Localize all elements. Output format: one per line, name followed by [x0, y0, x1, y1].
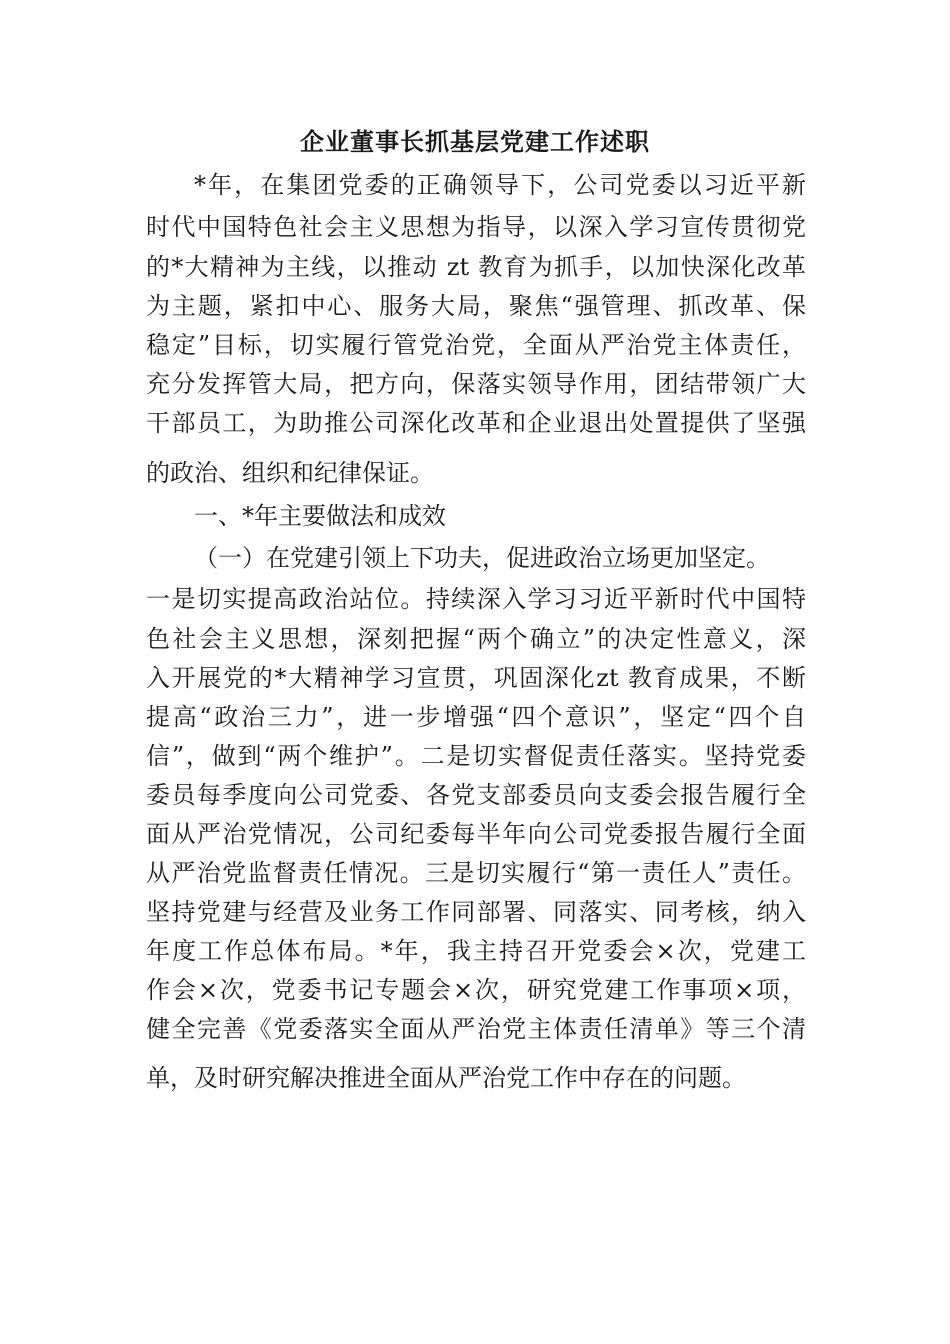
- text-line: 一是切实提高政治站位。持续深入学习习近平新时代中国特: [146, 585, 806, 613]
- subsection-heading: （一）在党建引领上下功夫，促进政治立场更加坚定。: [194, 544, 770, 572]
- text-line: 坚持党建与经营及业务工作同部署、同落实、同考核，纳入: [146, 898, 806, 926]
- text-line: 稳定”目标，切实履行管党治党，全面从严治党主体责任，: [146, 331, 806, 359]
- text-line: 从严治党监督责任情况。三是切实履行“第一责任人”责任。: [146, 859, 806, 887]
- text-line: 提高“政治三力”，进一步增强“四个意识”，坚定“四个自: [146, 703, 806, 731]
- text-line: 入开展党的*大精神学习宣贯，巩固深化zt 教育成果，不断: [146, 664, 806, 692]
- text-line: 干部员工，为助推公司深化改革和企业退出处置提供了坚强: [146, 409, 806, 437]
- text-line: 委员每季度向公司党委、各党支部委员向支委会报告履行全: [146, 781, 806, 809]
- text-line: 单，及时研究解决推进全面从严治党工作中存在的问题。: [146, 1064, 746, 1092]
- text-line: 信”，做到“两个维护”。二是切实督促责任落实。坚持党委: [146, 742, 806, 770]
- text-line: 健全完善《党委落实全面从严治党主体责任清单》等三个清: [146, 1015, 806, 1043]
- text-line: 为主题，紧扣中心、服务大局，聚焦“强管理、抓改革、保: [146, 292, 806, 320]
- text-line: 面从严治党情况，公司纪委每半年向公司党委报告履行全面: [146, 820, 806, 848]
- section-heading: 一、*年主要做法和成效: [194, 502, 446, 530]
- text-line: 年度工作总体布局。*年，我主持召开党委会×次，党建工: [146, 937, 806, 965]
- text-line: 的政治、组织和纪律保证。: [146, 459, 434, 487]
- text-line: 的*大精神为主线，以推动 zt 教育为抓手，以加快深化改革: [146, 253, 806, 281]
- document-title: 企业董事长抓基层党建工作述职: [300, 127, 650, 156]
- text-line: 充分发挥管大局，把方向，保落实领导作用，团结带领广大: [146, 370, 806, 398]
- text-line: 作会×次，党委书记专题会×次，研究党建工作事项×项，: [146, 976, 806, 1004]
- text-line: *年，在集团党委的正确领导下，公司党委以习近平新: [194, 171, 806, 199]
- text-line: 色社会主义思想，深刻把握“两个确立”的决定性意义，深: [146, 625, 806, 653]
- text-line: 时代中国特色社会主义思想为指导，以深入学习宣传贯彻党: [146, 213, 806, 241]
